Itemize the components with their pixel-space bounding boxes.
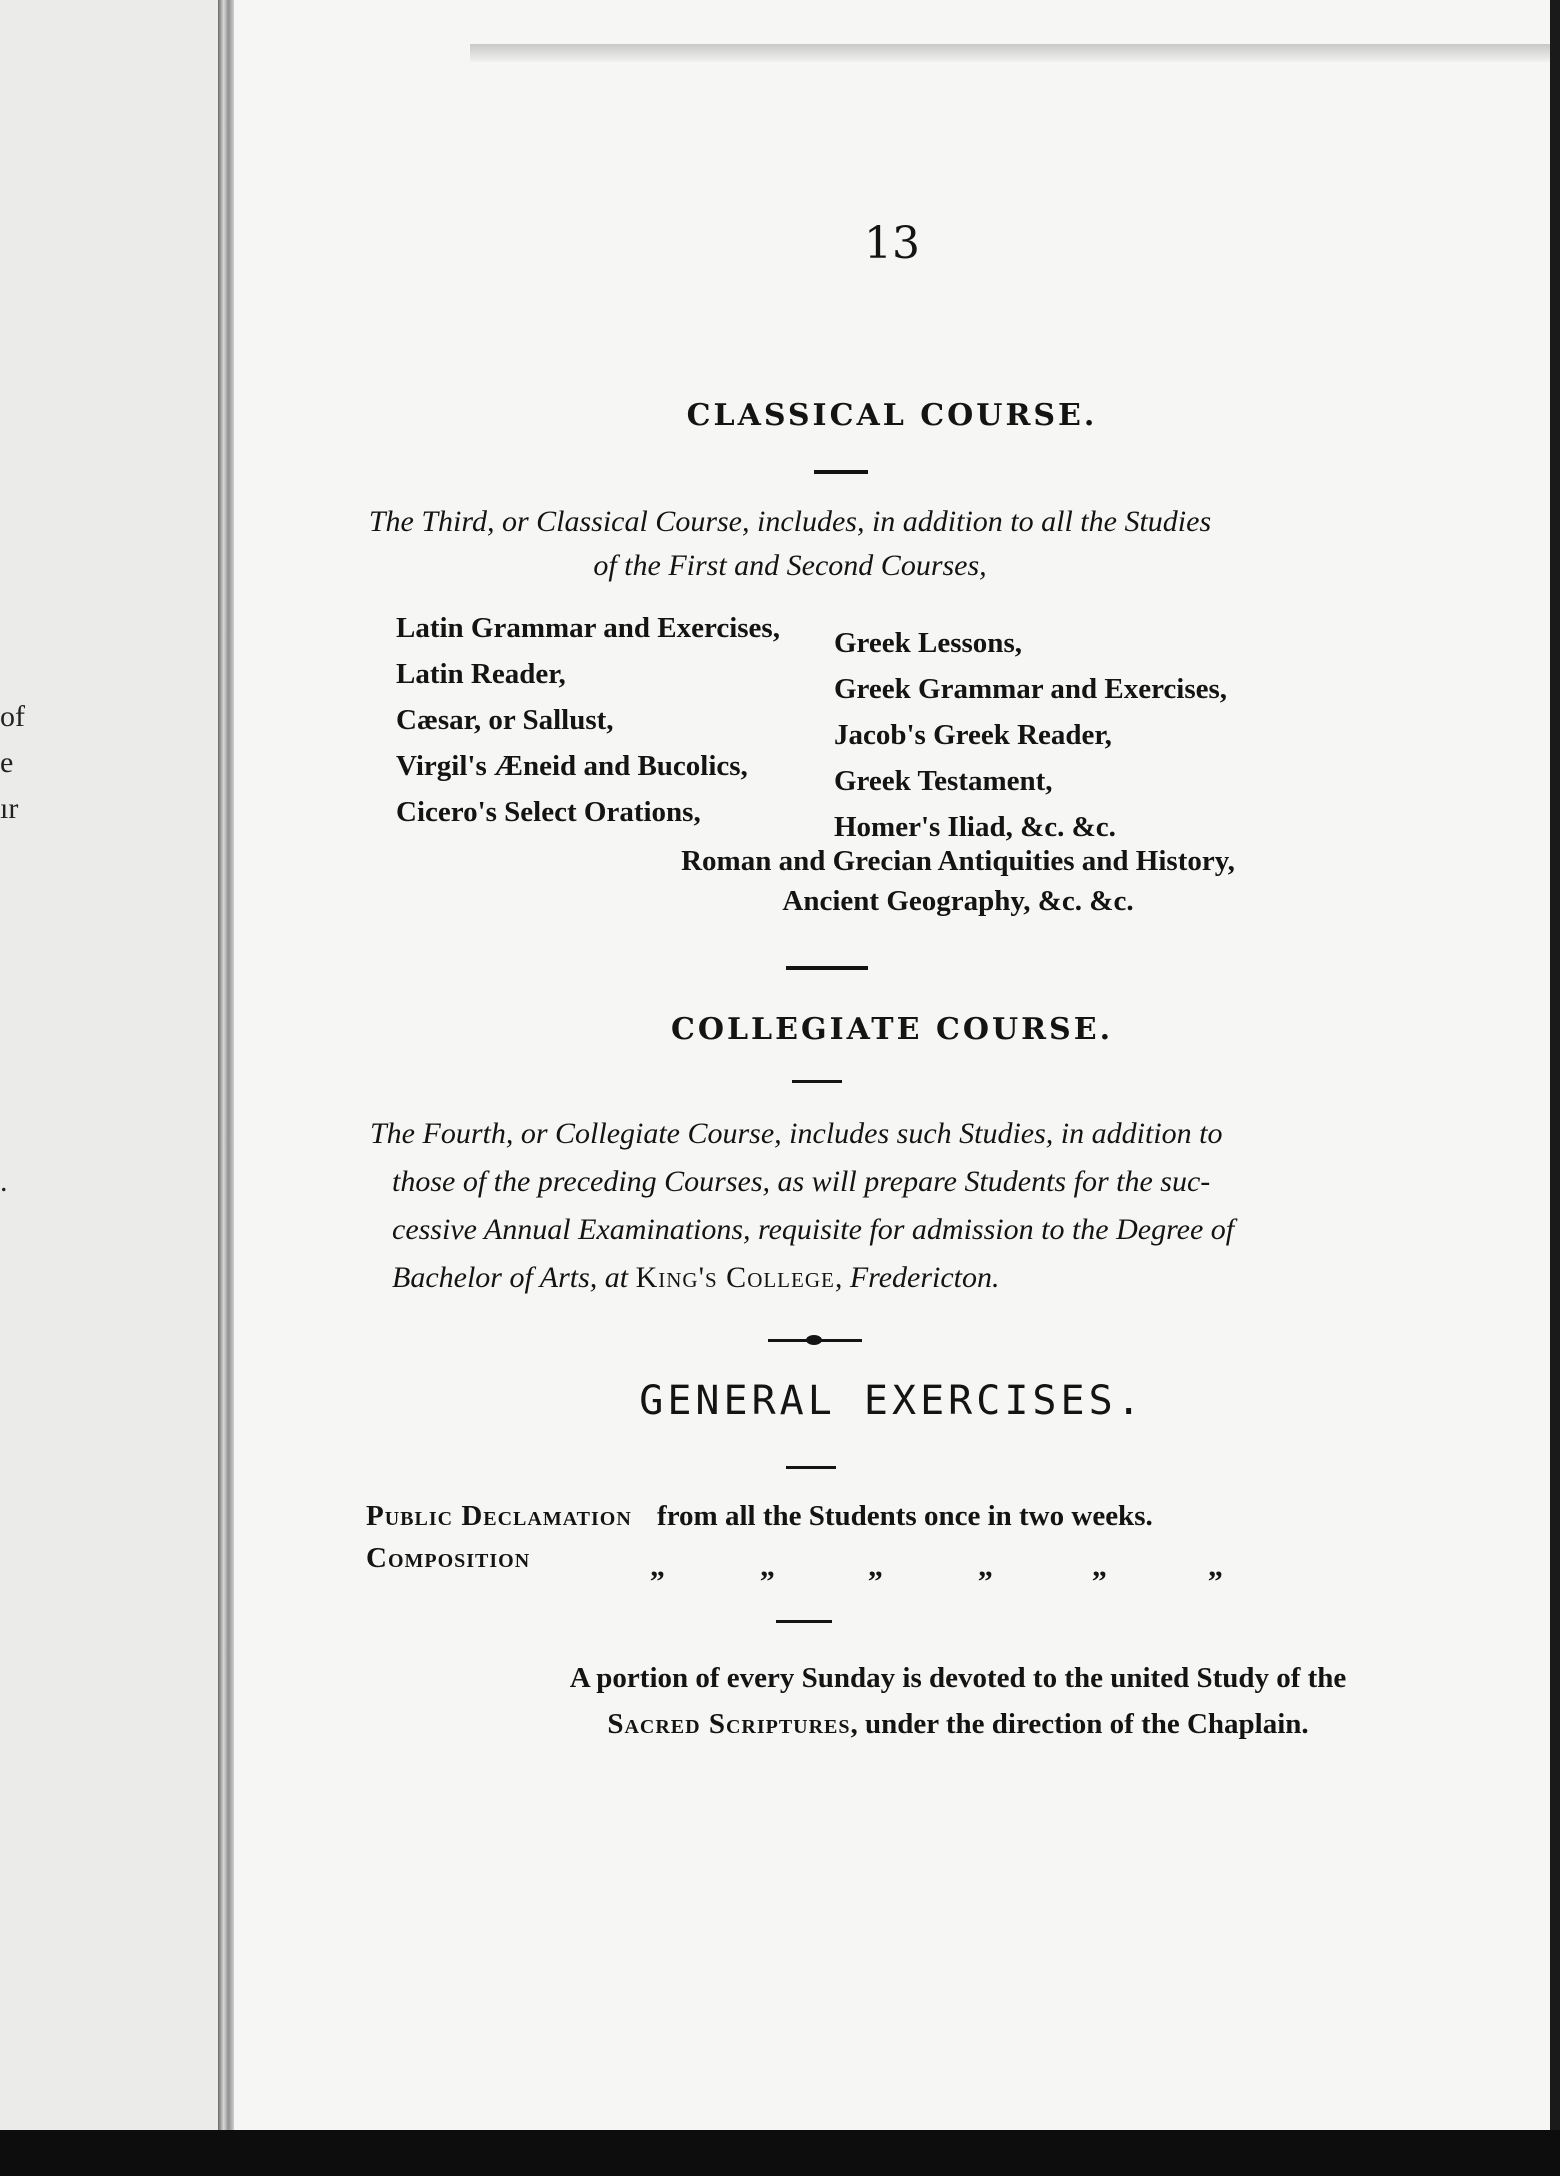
general-exercises-heading: GENERAL EXERCISES. [639,1378,1145,1424]
composition-row [366,1542,530,1575]
collegiate-line-start: Bachelor of Arts, at [392,1261,636,1294]
classical-course-heading: CLASSICAL COURSE. [686,398,1098,433]
divider-rule [786,1466,836,1469]
sunday-line: A portion of every Sunday is devoted to the united Study of the [569,1662,1347,1694]
kings-college-name: King's College [635,1261,835,1294]
scan-edge [1550,0,1560,2176]
divider-rule [792,1080,842,1083]
classical-intro [280,500,1300,588]
classical-closing-line: Roman and Grecian Antiquities and History, [681,845,1235,877]
greek-study-item: Greek Testament, [834,765,1053,797]
sunday-line [300,1701,1560,1747]
collegiate-line [370,1254,1270,1302]
facing-page-fragment: . [0,1165,8,1198]
facing-page-fragment: of [0,700,25,733]
declamation-row [366,1500,1153,1533]
collegiate-line: The Fourth, or Collegiate Course, includes such Studies, in addition to [370,1117,1223,1150]
collegiate-line-end: , Fredericton. [834,1261,1000,1294]
page-fold [470,44,1550,62]
divider-rule [814,470,868,474]
ditto-mark: „ [1208,1550,1223,1583]
latin-study-item: Latin Grammar and Exercises, [396,612,780,644]
classical-intro-line: The Third, or Classical Course, includes, in addition to all the Studies [368,505,1212,538]
latin-study-item: Latin Reader, [396,658,566,690]
sunday-line-end: , under the direction of the Chaplain. [850,1708,1309,1740]
ornament-center [806,1335,822,1345]
page [234,0,1550,2130]
book-spine [218,0,234,2130]
page-number: 13 [864,218,920,269]
divider-rule [786,966,868,970]
classical-closing-line: Ancient Geography, &c. &c. [782,885,1134,917]
divider-rule [776,1620,832,1623]
sunday-note [300,1655,1560,1747]
scan-edge-bottom [0,2130,1560,2176]
classical-intro-line: of the First and Second Courses, [593,549,987,582]
greek-study-item: Greek Lessons, [834,627,1022,659]
facing-page [0,0,218,2130]
greek-study-item: Jacob's Greek Reader, [834,719,1112,751]
collegiate-course-heading: COLLEGIATE COURSE. [670,1012,1114,1047]
facing-page-fragment: e [0,746,14,779]
ditto-mark: „ [650,1550,665,1583]
ditto-mark: „ [868,1550,883,1583]
ornamental-divider [768,1335,862,1345]
greek-studies-list [834,620,1227,850]
ditto-mark: „ [978,1550,993,1583]
ditto-mark: „ [760,1550,775,1583]
latin-study-item: Virgil's Æneid and Bucolics, [396,750,748,782]
ditto-mark: „ [1092,1550,1107,1583]
latin-studies-list [396,605,780,835]
sacred-scriptures: Sacred Scriptures [607,1708,851,1740]
latin-study-item: Cæsar, or Sallust, [396,704,614,736]
greek-study-item: Greek Grammar and Exercises, [834,673,1228,705]
collegiate-line: cessive Annual Examinations, requisite for admission to the Degree of [392,1213,1235,1246]
collegiate-description [370,1110,1270,1302]
declamation-text: from all the Students once in two weeks. [657,1500,1153,1532]
composition-label: Composition [366,1542,531,1574]
greek-study-item: Homer's Iliad, &c. &c. [834,811,1116,843]
latin-study-item: Cicero's Select Orations, [396,796,701,828]
declamation-label: Public Declamation [366,1500,632,1532]
facing-page-fragment: ır [0,792,19,825]
collegiate-line: those of the preceding Courses, as will prepare Students for the suc- [392,1165,1211,1198]
